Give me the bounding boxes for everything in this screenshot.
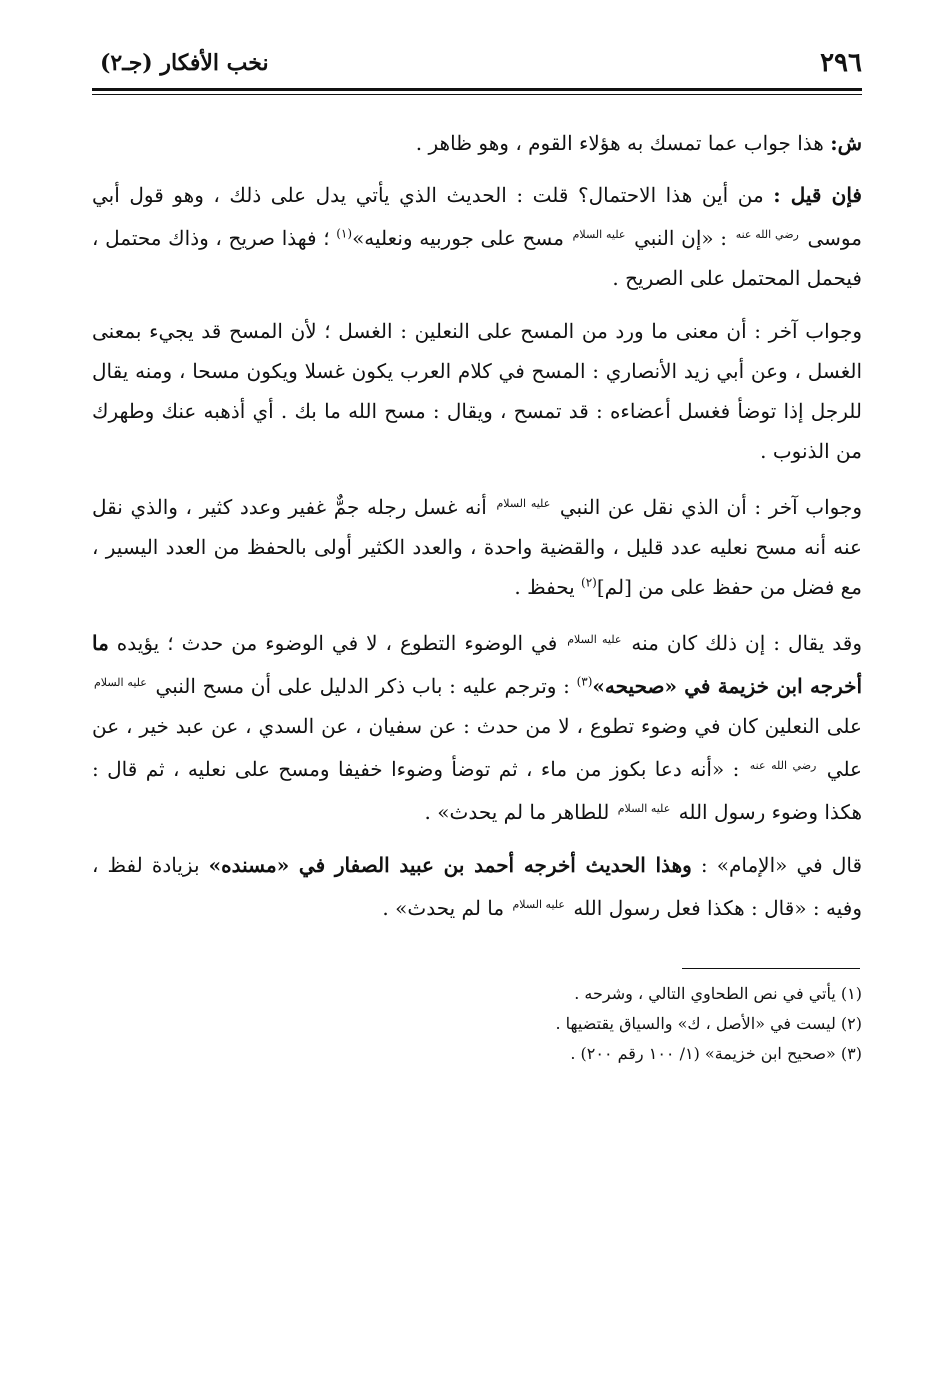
- header-rule-thin: [92, 94, 862, 95]
- book-page: [92, 40, 862, 1360]
- main-text: [92, 123, 862, 928]
- honorific-glyph: رضي الله عنه: [735, 228, 799, 241]
- paragraph-6: [92, 845, 862, 928]
- honorific-glyph: عليه السلام: [512, 898, 565, 911]
- footnote-ref-2: (٢): [581, 575, 597, 590]
- paragraph-4: [92, 484, 862, 607]
- footnote-ref-1: (١): [336, 226, 353, 241]
- footnote-1: (١) يأتي في نص الطحاوي التالي ، وشرحه .: [574, 984, 862, 1003]
- page-header: [92, 40, 862, 86]
- paragraph-5-bold: ما أخرجه ابن خزيمة في «صحيحه»: [92, 631, 863, 698]
- footnote-2: (٢) ليست في «الأصل ، ك» والسياق يقتضيها .: [555, 1014, 862, 1033]
- paragraph-4-text-b: أنه غسل رجله جمٌّ غفير وعدد كثير ، والذي نقل عنه أنه مسح نعليه عدد قليل ، والقضية واحدة ، والعدد الكثير أولى بالحفظ من العدد اليسير ، مع فضل من حفظ على من [لم]: [92, 495, 862, 599]
- paragraph-2-text-b: : «إن النبي: [627, 226, 734, 250]
- honorific-glyph: عليه السلام: [94, 676, 147, 689]
- footnote-ref-3: (٣): [576, 674, 593, 689]
- paragraph-1-lead: ش:: [830, 131, 862, 155]
- paragraph-2: [92, 175, 862, 298]
- paragraph-2-text-c: مسح على جوربيه ونعليه»: [352, 226, 571, 250]
- paragraph-5-text-d: على النعلين كان في وضوء تطوع ، لا من حدث : عن سفيان ، عن السدي ، عن عبد خير ، عن علي: [92, 714, 862, 781]
- paragraph-6-text-c: ما لم يحدث» .: [382, 896, 511, 920]
- honorific-glyph: عليه السلام: [572, 228, 626, 241]
- paragraph-1: [92, 123, 862, 163]
- running-title: نخب الأفكار (جـ٢): [100, 50, 269, 76]
- paragraph-6-bold: وهذا الحديث أخرجه أحمد بن عبيد الصفار في «مسنده»: [208, 853, 692, 877]
- paragraph-5: [92, 620, 862, 832]
- paragraph-1-text: هذا جواب عما تمسك به هؤلاء القوم ، وهو ظاهر .: [415, 131, 831, 155]
- paragraph-6-text-b: بزيادة لفظ ، وفيه : «قال : هكذا فعل رسول الله: [92, 853, 862, 920]
- paragraph-5-text-e: : «أنه دعا بكوز من ماء ، ثم توضأ وضوءا خفيفا ومسح على نعليه ، ثم قال : هكذا وضوء رسول الله: [92, 757, 862, 824]
- page-number: ٢٩٦: [820, 48, 862, 78]
- paragraph-2-lead: فإن قيل :: [773, 183, 862, 207]
- footnote-divider: [682, 968, 860, 969]
- paragraph-2-text-d: ؛ فهذا صريح ، وذاك محتمل ، فيحمل المحتمل على الصريح .: [92, 226, 862, 290]
- honorific-glyph: عليه السلام: [496, 497, 551, 510]
- paragraph-5-text-a: وقد يقال : إن ذلك كان منه: [623, 631, 863, 655]
- header-rule-thick: [92, 88, 862, 91]
- honorific-glyph: عليه السلام: [567, 633, 622, 646]
- footnote-3: (٣) «صحيح ابن خزيمة» (١/ ١٠٠ رقم ٢٠٠) .: [570, 1044, 862, 1063]
- paragraph-5-text-c: : وترجم عليه : باب ذكر الدليل على أن مسح النبي: [148, 674, 577, 698]
- paragraph-2-text-a: من أين هذا الاحتمال؟ قلت : الحديث الذي يأتي يدل على ذلك ، وهو قول أبي موسى: [92, 183, 862, 250]
- paragraph-5-text-b: في الوضوء التطوع ، لا في الوضوء من حدث ؛ يؤيده: [108, 631, 566, 655]
- paragraph-3: وجواب آخر : أن معنى ما ورد من المسح على النعلين : الغسل ؛ لأن المسح قد يجيء بمعنى الغسل ، وعن أبي زيد الأنصاري : المسح في كلام العرب يكون غسلا ويكون مسحا ، ومنه يقال للرجل إذا توضأ فغسل أعضاءه : قد تمسح ، ويقال : مسح الله ما بك . أي أذهبه عنك وطهرك من الذنوب .: [92, 319, 862, 463]
- honorific-glyph: رضي الله عنه: [749, 759, 817, 772]
- paragraph-4-text-a: وجواب آخر : أن الذي نقل عن النبي: [552, 495, 863, 519]
- footnotes: [92, 979, 862, 1069]
- paragraph-6-text-a: قال في «الإمام» :: [691, 853, 863, 877]
- paragraph-5-text-f: للطاهر ما لم يحدث» .: [424, 800, 616, 824]
- honorific-glyph: عليه السلام: [617, 802, 671, 815]
- paragraph-4-text-c: يحفظ .: [514, 575, 582, 599]
